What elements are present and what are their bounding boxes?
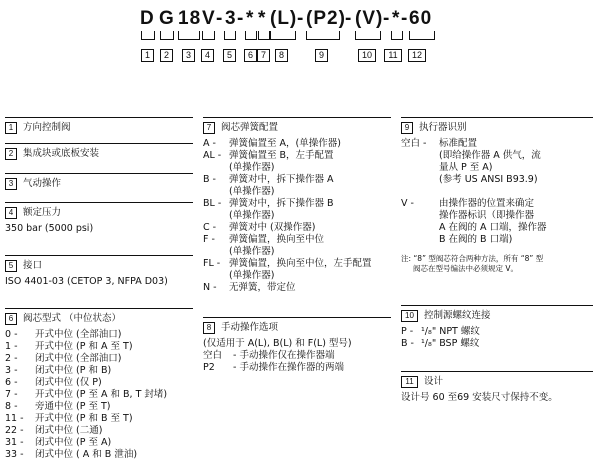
section-text: 设计号 60 至69 安装尺寸保持不变。 bbox=[401, 392, 558, 403]
footnote: 阀芯在型号编法中必须规定 V。 bbox=[413, 264, 519, 273]
section-7 bbox=[203, 117, 391, 294]
code-number: 6 bbox=[244, 49, 257, 62]
section-header bbox=[203, 317, 391, 334]
code-part: (L) bbox=[270, 8, 298, 29]
list-item: 8 - 旁通中位 (P 至 T) bbox=[5, 401, 111, 412]
section-header bbox=[401, 305, 593, 322]
section-title: 额定压力 bbox=[23, 206, 62, 218]
code-part: (P2) bbox=[306, 8, 346, 29]
section-10 bbox=[401, 305, 593, 350]
list-item: 空白 - 手动操作仅在操作器端 bbox=[203, 350, 335, 361]
section-number: 7 bbox=[203, 122, 215, 134]
code-number: 3 bbox=[182, 49, 195, 62]
section-header bbox=[203, 117, 391, 134]
list-item: P2 - 手动操作在操作器的两端 bbox=[203, 362, 344, 373]
code-part: 3 bbox=[225, 8, 237, 29]
section-title: 执行器识别 bbox=[419, 121, 467, 133]
list-item: BL - 弹簧对中，拆下操作器 B bbox=[203, 198, 334, 209]
section-number: 6 bbox=[5, 313, 17, 325]
list-item: 22 - 闭式中位 (二通) bbox=[5, 425, 103, 436]
code-part: - bbox=[345, 8, 353, 29]
code-bracket bbox=[409, 31, 435, 40]
code-number: 5 bbox=[223, 49, 236, 62]
list-item: 量从 P 至 A) bbox=[439, 162, 493, 173]
code-part: 18 bbox=[178, 8, 202, 29]
section-header bbox=[5, 255, 193, 272]
list-item: A 在阀的 A 口端，操作器 bbox=[439, 222, 547, 233]
code-bracket bbox=[141, 31, 155, 40]
section-title: 方向控制阀 bbox=[23, 121, 71, 133]
list-item: C - 弹簧对中 (双操作器) bbox=[203, 222, 316, 233]
list-item: 3 - 闭式中位 (P 和 B) bbox=[5, 365, 112, 376]
list-item: 33 - 闭式中位 ( A 和 B 泄油) bbox=[5, 449, 138, 460]
code-part: - bbox=[216, 8, 224, 29]
list-item: (即给操作器 A 供气，流 bbox=[439, 150, 541, 161]
section-number: 9 bbox=[401, 122, 413, 134]
code-number: 9 bbox=[315, 49, 328, 62]
section-title: 阀芯弹簧配置 bbox=[221, 121, 279, 133]
code-number: 2 bbox=[160, 49, 173, 62]
list-item: (单操作器) bbox=[229, 246, 275, 257]
list-item: FL - 弹簧偏置，换向至中位，左手配置 bbox=[203, 258, 372, 269]
section-4 bbox=[5, 202, 193, 235]
section-text: 350 bar (5000 psi) bbox=[5, 223, 94, 234]
list-item: 7 - 开式中位 (P 至 A 和 B, T 封堵) bbox=[5, 389, 168, 400]
section-number: 2 bbox=[5, 148, 17, 160]
footnote: 注: “8” 型阀芯符合两种方法，所有 “8” 型 bbox=[401, 254, 544, 263]
list-item: AL - 弹簧偏置至 B，左手配置 bbox=[203, 150, 334, 161]
list-item: (单操作器) bbox=[229, 270, 275, 281]
list-spacer bbox=[401, 186, 593, 198]
code-part: - bbox=[383, 8, 391, 29]
list-item: F - 弹簧偏置，换向至中位 bbox=[203, 234, 325, 245]
code-number: 1 bbox=[141, 49, 154, 62]
code-part: V bbox=[202, 8, 216, 29]
section-title: 阀芯型式 （中位状态） bbox=[23, 312, 122, 324]
spring-list bbox=[203, 138, 391, 294]
code-bracket bbox=[270, 31, 296, 40]
section-number: 8 bbox=[203, 322, 215, 334]
code-part: * bbox=[392, 8, 401, 29]
code-bracket bbox=[160, 31, 174, 40]
list-item: B - ¹/₈" BSP 螺纹 bbox=[401, 338, 480, 349]
list-item: N - 无弹簧，带定位 bbox=[203, 282, 296, 293]
section-number: 10 bbox=[401, 310, 418, 322]
section-1 bbox=[5, 117, 193, 134]
code-bracket bbox=[391, 31, 403, 40]
code-part: G bbox=[159, 8, 175, 29]
code-number: 12 bbox=[408, 49, 426, 62]
section-number: 4 bbox=[5, 207, 17, 219]
list-item: 11 - 开式中位 (P 和 B 至 T) bbox=[5, 413, 133, 424]
code-part: - bbox=[401, 8, 409, 29]
code-number: 8 bbox=[275, 49, 288, 62]
section-6 bbox=[5, 308, 193, 461]
code-number-row bbox=[0, 49, 600, 65]
section-header bbox=[5, 143, 193, 160]
code-bracket bbox=[245, 31, 257, 40]
list-item: 6 - 闭式中位 (仅 P) bbox=[5, 377, 102, 388]
list-item: 0 - 开式中位 (全部油口) bbox=[5, 329, 122, 340]
code-bracket bbox=[224, 31, 236, 40]
section-title: 气动操作 bbox=[23, 177, 62, 189]
section-2 bbox=[5, 143, 193, 160]
list-item: B 在阀的 B 口端) bbox=[439, 234, 513, 245]
code-part: D bbox=[140, 8, 155, 29]
code-part: - bbox=[297, 8, 305, 29]
list-item: A - 弹簧偏置至 A，(单操作器) bbox=[203, 138, 341, 149]
code-bracket bbox=[202, 31, 215, 40]
section-number: 11 bbox=[401, 376, 418, 388]
actuator-list bbox=[401, 138, 593, 246]
code-bracket bbox=[258, 31, 270, 40]
code-bracket bbox=[178, 31, 200, 40]
thread-list bbox=[401, 326, 593, 350]
list-item: 1 - 开式中位 (P 和 A 至 T) bbox=[5, 341, 133, 352]
section-header bbox=[5, 117, 193, 134]
section-header bbox=[5, 202, 193, 219]
list-item: 空白 - 标准配置 bbox=[401, 138, 478, 149]
list-item: V - 由操作器的位置来确定 bbox=[401, 198, 535, 209]
code-part: (V) bbox=[355, 8, 384, 29]
list-item: (单操作器) bbox=[229, 162, 275, 173]
code-part: - bbox=[237, 8, 245, 29]
section-title: 设计 bbox=[424, 375, 444, 387]
code-number: 10 bbox=[358, 49, 376, 62]
list-item: 2 - 闭式中位 (全部油口) bbox=[5, 353, 122, 364]
code-part: * bbox=[258, 8, 267, 29]
list-item: 操作器标识（即操作器 bbox=[439, 210, 535, 221]
section-5 bbox=[5, 255, 193, 288]
section-3 bbox=[5, 173, 193, 190]
section-title: 集成块或底板安装 bbox=[23, 147, 100, 159]
section-9 bbox=[401, 117, 593, 274]
section-number: 3 bbox=[5, 178, 17, 190]
section-11 bbox=[401, 371, 593, 404]
section-8 bbox=[203, 317, 391, 374]
list-item: (单操作器) bbox=[229, 210, 275, 221]
list-item: P - ¹/₈" NPT 螺纹 bbox=[401, 326, 480, 337]
code-bracket bbox=[355, 31, 381, 40]
section-text: ISO 4401-03 (CETOP 3, NFPA D03) bbox=[5, 276, 168, 287]
code-bracket bbox=[306, 31, 340, 40]
section-number: 5 bbox=[5, 260, 17, 272]
list-item: (单操作器) bbox=[229, 186, 275, 197]
section-number: 1 bbox=[5, 122, 17, 134]
section-header bbox=[401, 117, 593, 134]
code-number: 11 bbox=[384, 49, 402, 62]
section-header bbox=[5, 173, 193, 190]
section-title: 接口 bbox=[23, 259, 43, 271]
code-number: 7 bbox=[257, 49, 270, 62]
code-part: 60 bbox=[409, 8, 433, 29]
list-item: 31 - 闭式中位 (P 至 A) bbox=[5, 437, 112, 448]
section-header bbox=[401, 371, 593, 388]
list-item: (参考 US ANSI B93.9) bbox=[439, 174, 538, 185]
section-header bbox=[5, 308, 193, 325]
spool-list bbox=[5, 329, 193, 461]
code-part: * bbox=[246, 8, 255, 29]
section-intro: (仅适用于 A(L), B(L) 和 F(L) 型号) bbox=[203, 338, 352, 349]
list-item: B - 弹簧对中，拆下操作器 A bbox=[203, 174, 334, 185]
section-title: 控制源螺纹连接 bbox=[424, 309, 491, 321]
code-number: 4 bbox=[201, 49, 214, 62]
section-title: 手动操作选项 bbox=[221, 321, 279, 333]
